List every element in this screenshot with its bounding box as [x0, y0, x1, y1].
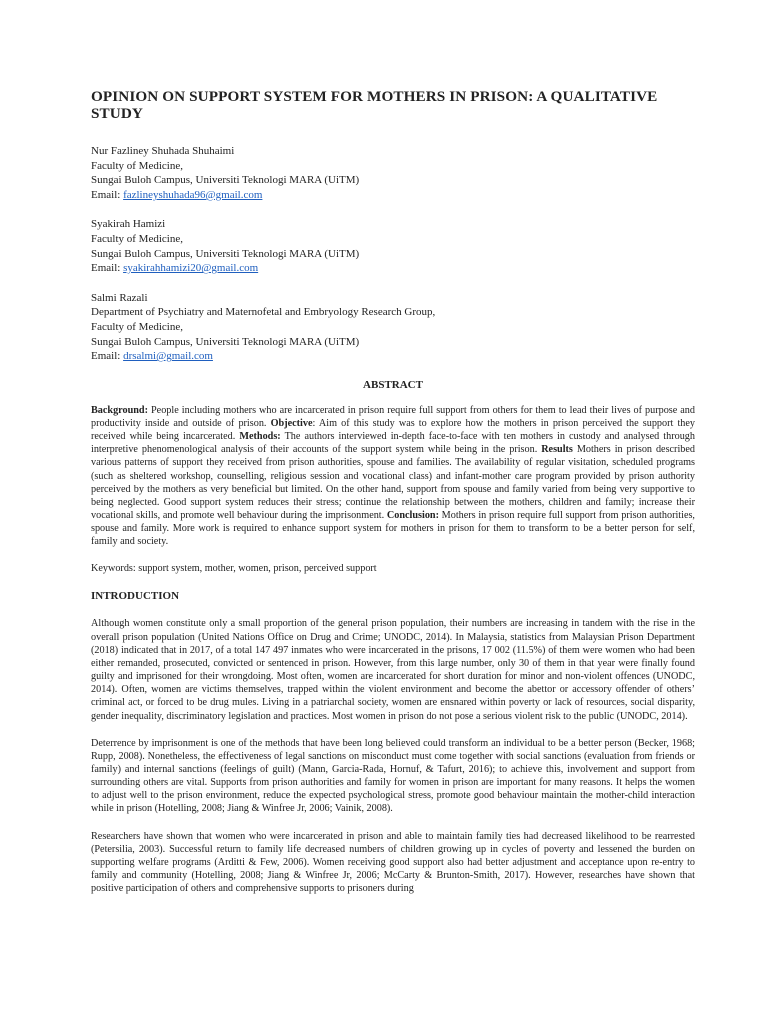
- email-label: Email:: [91, 350, 124, 363]
- methods-label: Methods:: [239, 431, 281, 443]
- author-affiliation: Faculty of Medicine,: [91, 159, 183, 172]
- author-name: Syakirah Hamizi: [91, 218, 166, 231]
- author-affiliation: Faculty of Medicine,: [91, 320, 183, 333]
- objective-label: Objective: [270, 417, 313, 429]
- author-block-2: [91, 217, 695, 275]
- results-label: Results: [541, 444, 573, 456]
- abstract-paragraph: [91, 404, 695, 549]
- author-affiliation: Sungai Buloh Campus, Universiti Teknologi MARA (UiTM): [91, 174, 360, 187]
- author-email-link[interactable]: syakirahhamizi20@gmail.com: [123, 262, 259, 275]
- author-affiliation: Department of Psychiatry and Maternofetal and Embryology Research Group,: [91, 306, 436, 319]
- results-text: Mothers in prison described various patterns of support they received from prison authorities, spouse and families. The availability of regular visitation, scheduled programs (such as sheltered workshop, counselling, religious session and vocational class) and infant-mother care program provided by prison authority perceived by the mothers as very beneficial but limited. On the other hand, support from spouse and family varied from being very supportive to being neglected. Good support system reduces their stress; continue the relationship between the mothers, children and family; increase their vocational skills, and promote well behaviour during the imprisonment.: [91, 444, 695, 521]
- paper-page: [91, 88, 695, 909]
- keywords: Keywords: support system, mother, women, prison, perceived support: [91, 563, 377, 575]
- email-label: Email:: [91, 188, 124, 201]
- author-block-3: [91, 291, 695, 364]
- email-label: Email:: [91, 262, 124, 275]
- conclusion-text: Mothers in prison require full support from prison authorities, spouse and family. More work is required to enhance support system for mothers in prison for them to transform to be a better person for self, family and society.: [91, 509, 695, 548]
- author-name: Nur Fazliney Shuhada Shuhaimi: [91, 145, 235, 157]
- author-affiliation: Faculty of Medicine,: [91, 232, 183, 245]
- conclusion-label: Conclusion:: [386, 509, 439, 521]
- introduction-paragraph: Deterrence by imprisonment is one of the methods that have been long believed could transform an individual to be a better person (Becker, 1968; Rupp, 2008). Nonetheless, the effectiveness of legal sanctions on misconduct must come together with social sanctions (evaluation from friends or family) and internal sanctions (feelings of guilt) (Mann, Garcia-Rada, Hornuf, & Tafurt, 2016); to achieve this, involvement and support from surrounding others are vital. Supports from prison authorities and family for women in prison are important for many reasons. It helps the women to adjust well to the prison environment, reduce the expected psychological stress, promote good behaviour maintain the mother-child interaction while in prison (Hotelling, 2008; Jiang & Winfree Jr, 2006; Vainik, 2008).: [91, 737, 695, 815]
- author-email-line: [91, 349, 695, 364]
- objective-text: : Aim of this study was to explore how the mothers in prison perceived the support they received while being incarcerated.: [91, 417, 695, 443]
- author-affiliation: Sungai Buloh Campus, Universiti Teknologi MARA (UiTM): [91, 335, 360, 348]
- author-email-link[interactable]: fazlineyshuhada96@gmail.com: [123, 188, 263, 201]
- methods-text: The authors interviewed in-depth face-to-face with ten mothers in custody and analysed through interpretive phenomenological analysis of their accounts of the support system while being in the prison.: [91, 431, 695, 456]
- abstract-heading: ABSTRACT: [363, 378, 423, 391]
- author-email-line: [91, 261, 695, 276]
- author-email-link[interactable]: drsalmi@gmail.com: [123, 350, 213, 363]
- background-text: People including mothers who are incarcerated in prison require full support from others for them to lead their lives of purpose and productivity inside and outside of prison.: [91, 404, 695, 429]
- introduction-heading: INTRODUCTION: [91, 590, 180, 603]
- author-name: Salmi Razali: [91, 291, 148, 304]
- author-block-1: [91, 144, 695, 202]
- background-label: Background:: [91, 404, 148, 416]
- introduction-paragraph: Researchers have shown that women who were incarcerated in prison and able to maintain family ties had decreased likelihood to be rearrested (Petersilia, 2003). Successful return to family life decreased numbers of children growing up in cycles of poverty and lessened the burden on supporting welfare programs (Arditti & Few, 2006). Women receiving good support also had better adjustment and acceptance upon re-entry to family and community (Hotelling, 2008; Jiang & Winfree Jr, 2006; McCarty & Brunton-Smith, 2017). However, researches have shown that positive participation of others and comprehensive supports to prisoners during: [91, 830, 695, 895]
- author-email-line: [91, 188, 695, 203]
- introduction-paragraph: Although women constitute only a small proportion of the general prison population, their numbers are increasing in tandem with the rise in the overall prison population (United Nations Office on Drug and Crime; UNODC, 2014). In Malaysia, statistics from Malaysian Prison Department (2018) indicated that in 2017, of a total 147 497 inmates who were incarcerated in the prisons, 17 002 (11.5%) of them were women who had been either remanded, prosecuted, convicted or sentenced in prison. However, from this large number, only 30 of them in that year were finally found guilty and imprisoned for their wrongdoing. Most often, women are incarcerated for short duration for minor and non-violent offences (UNODC, 2014). Often, women are victims themselves, trapped within the violent environment and become the abettor or accessory offender of others’ criminal act, or forced to be drug mules. Living in a patriarchal society, women are ensnared within poverty or lack of resources, social disparity, gender inequality, discriminatory legislation and practices. Most women in prison do not pose a serious violent risk to the public (UNODC, 2014).: [91, 618, 695, 722]
- paper-title: OPINION ON SUPPORT SYSTEM FOR MOTHERS IN PRISON: A QUALITATIVE STUDY: [91, 88, 658, 122]
- author-affiliation: Sungai Buloh Campus, Universiti Teknologi MARA (UiTM): [91, 247, 360, 260]
